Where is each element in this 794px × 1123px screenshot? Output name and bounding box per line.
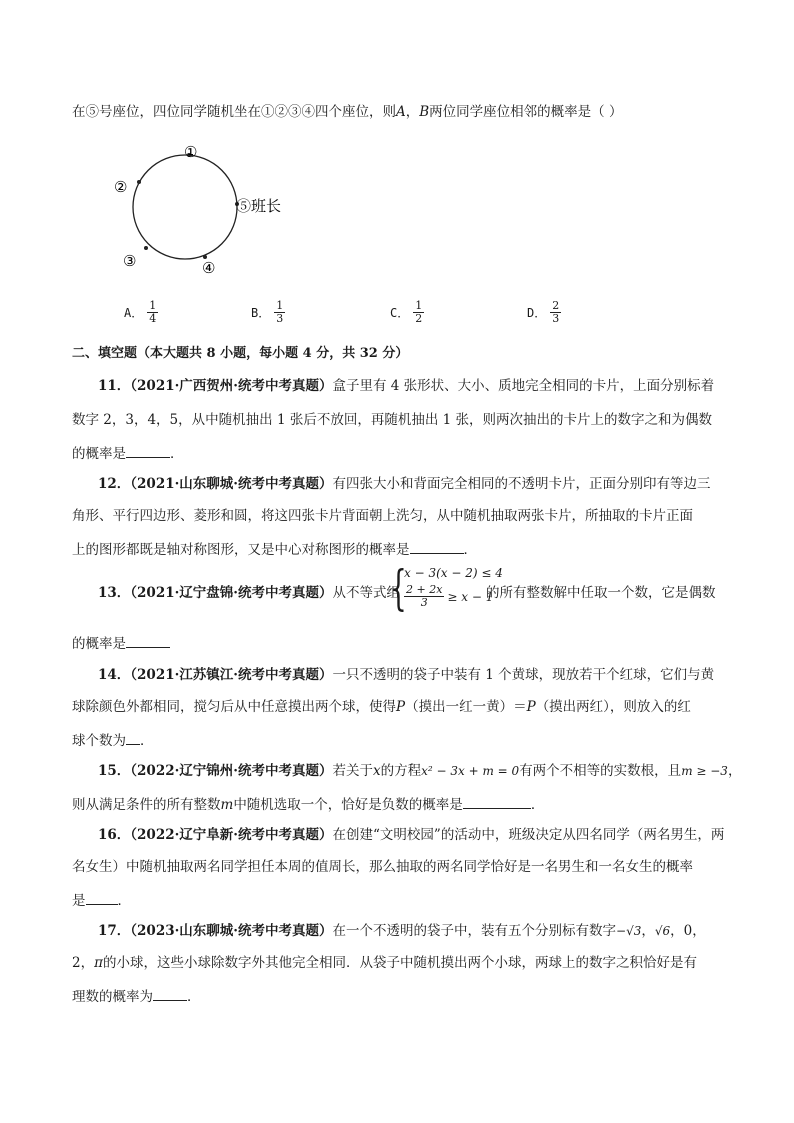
- option-d-fraction: $\frac{2}{3}$: [552, 299, 560, 325]
- inequality-2: $\frac{2 + 2x}{3}$ ≥ x − 1: [406, 583, 494, 609]
- var-b: B: [419, 104, 430, 120]
- question-12-line-1: 12．（2021·山东聊城·统考中考真题）有四张大小和背面完全相同的不透明卡片，正面分别印有等边三: [98, 476, 711, 492]
- question-17-line-1: 17．（2023·山东聊城·统考中考真题）在一个不透明的袋子中，装有五个分别标有数字−√3，√6，0，: [98, 923, 706, 939]
- answer-blank-14[interactable]: [126, 730, 140, 745]
- question-15-line-1: 15．（2022·辽宁锦州·统考中考真题）若关于x的方程x² − 3x + m = 0有两个不相等的实数根，且m ≥ −3，: [98, 763, 742, 779]
- answer-blank-12[interactable]: [410, 539, 464, 554]
- question-10-text: 在⑤号座位，四位同学随机坐在①②③④四个座位，则A，B两位同学座位相邻的概率是（ ）: [72, 104, 623, 120]
- question-14-line-1: 14．（2021·江苏镇江·统考中考真题）一只不透明的袋子中装有 1 个黄球，现放若干个红球，它们与黄: [98, 667, 715, 683]
- question-11-line-1: 11．（2021·广西贺州·统考中考真题）盒子里有 4 张形状、大小、质地完全相同的卡片，上面分别标着: [98, 378, 715, 394]
- option-a[interactable]: A． $\frac{1}{4}$: [124, 299, 157, 325]
- inequality-1: x − 3(x − 2) ≤ 4: [404, 566, 503, 580]
- round-table-circle: [133, 155, 237, 259]
- answer-blank-13[interactable]: [126, 633, 170, 648]
- option-b[interactable]: B． $\frac{1}{3}$: [251, 299, 284, 325]
- question-16-line-1: 16．（2022·辽宁阜新·统考中考真题）在创建“文明校园”的活动中，班级决定从四名同学（两名男生，两: [98, 827, 725, 843]
- question-16-line-2: 名女生）中随机抽取两名同学担任本周的值周长，那么抽取的两名同学恰好是一名男生和一名女生的概率: [72, 859, 693, 875]
- seat-dot-2: [137, 180, 141, 184]
- question-11-line-3: 的概率是 ．: [72, 443, 184, 463]
- option-c[interactable]: C． $\frac{1}{2}$: [390, 299, 423, 325]
- seat-label-3: ③: [123, 252, 137, 270]
- option-c-fraction: $\frac{1}{2}$: [415, 299, 423, 325]
- seating-circle-diagram: [108, 140, 328, 280]
- answer-blank-16[interactable]: [86, 890, 118, 905]
- option-a-fraction: $\frac{1}{4}$: [149, 299, 157, 325]
- var-a: A: [396, 104, 406, 120]
- seat-label-1: ①: [184, 143, 198, 161]
- seat-label-5: ⑤班长: [236, 197, 282, 215]
- question-14-line-2: 球除颜色外都相同，搅匀后从中任意摸出两个球，使得P（摸出一红一黄）＝P（摸出两红），则放入的红: [72, 699, 691, 715]
- seat-dot-3: [144, 246, 148, 250]
- question-11-line-2: 数字 2，3，4，5，从中随机抽出 1 张后不放回，再随机抽出 1 张，则两次抽出的卡片上的数字之和为偶数: [72, 412, 712, 428]
- question-13-line-1b: 的所有整数解中任取一个数，它是偶数: [486, 585, 716, 601]
- question-14-line-3: 球个数为 ．: [72, 730, 154, 750]
- answer-blank-11[interactable]: [126, 443, 170, 458]
- seat-label-4: ④: [202, 259, 216, 277]
- answer-blank-17[interactable]: [153, 986, 187, 1001]
- option-d[interactable]: D． $\frac{2}{3}$: [527, 299, 560, 325]
- question-12-line-3: 上的图形都既是轴对称图形，又是中心对称图形的概率是 ．: [72, 539, 477, 559]
- section-title: 二、填空题（本大题共 8 小题，每小题 4 分，共 32 分）: [72, 346, 409, 361]
- question-13-line-2: 的概率是: [72, 633, 170, 653]
- question-16-line-3: 是 ．: [72, 890, 131, 910]
- question-13-line-1a: 13．（2021·辽宁盘锦·统考中考真题）从不等式组: [98, 585, 401, 601]
- question-17-line-3: 理数的概率为 ．: [72, 986, 201, 1006]
- question-15-line-2: 则从满足条件的所有整数m中随机选取一个，恰好是负数的概率是 ．: [72, 794, 544, 814]
- question-17-line-2: 2，π的小球，这些小球除数字外其他完全相同．从袋子中随机摸出两个小球，两球上的数字之积恰好是有: [72, 955, 697, 971]
- question-12-line-2: 角形、平行四边形、菱形和圆，将这四张卡片背面朝上洗匀，从中随机抽取两张卡片，所抽取的卡片正面: [72, 508, 693, 524]
- option-b-fraction: $\frac{1}{3}$: [276, 299, 284, 325]
- brace-symbol: {: [390, 560, 407, 616]
- seat-label-2: ②: [114, 178, 128, 196]
- answer-blank-15[interactable]: [463, 794, 531, 809]
